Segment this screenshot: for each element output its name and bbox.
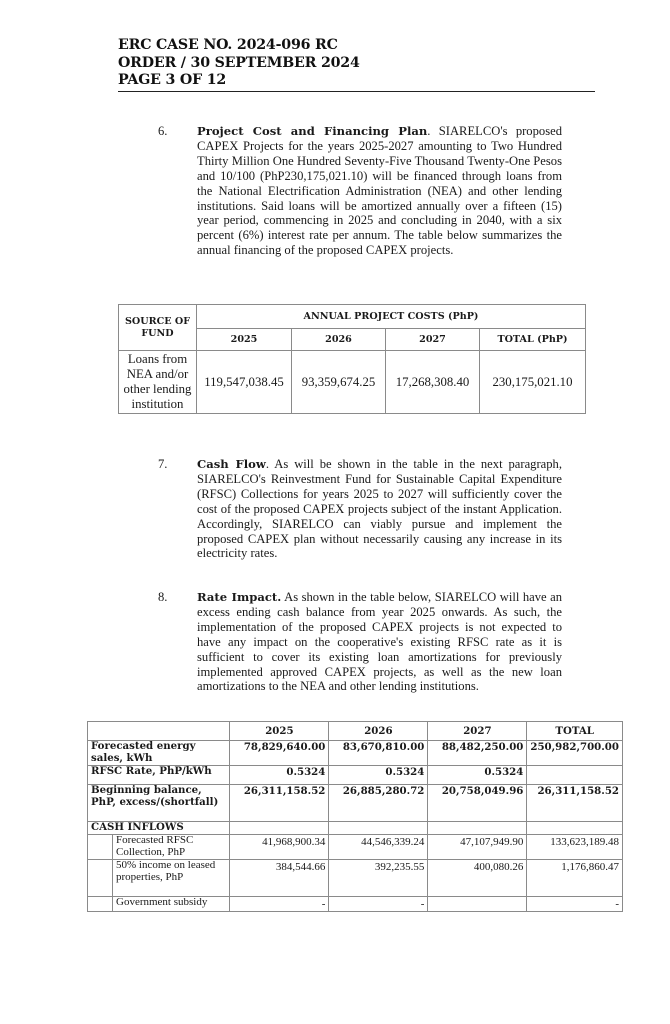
case-number: ERC CASE NO. 2024-096 RC: [118, 37, 338, 53]
value-cell: 93,359,674.25: [292, 351, 386, 414]
table-row: [88, 897, 623, 912]
value-cell: 17,268,308.40: [386, 351, 480, 414]
row-label: Beginning balance, PhP, excess/(shortfall): [88, 785, 230, 822]
indent-cell: [88, 835, 113, 860]
section-title: Rate Impact.: [197, 590, 282, 604]
value-cell: 400,080.26: [428, 860, 527, 897]
table-row: [119, 351, 586, 414]
column-header: TOTAL: [527, 722, 623, 741]
section-number: 7.: [158, 457, 168, 471]
document-header: [118, 37, 595, 92]
indent-cell: [88, 897, 113, 912]
section-text: As shown in the table below, SIARELCO will have an excess ending cash balance from year 2025 onwards. As such, the implementation of the proposed CAPEX projects is not expected to have any impact on the cooperative's existing RFSC rate as it is sufficient to cover its existing loan amortizations for previously implemented approved CAPEX projects, as well as the new loan amortizations to the NEA and other lending institutions.: [197, 590, 562, 694]
table-row: [88, 835, 623, 860]
value-cell: 78,829,640.00: [230, 741, 329, 766]
value-cell: -: [527, 897, 623, 912]
column-header: [88, 722, 230, 741]
section-text: SIARELCO's proposed CAPEX Projects for the years 2025-2027 amounting to Two Hundred Thirty Million One Hundred Seventy-Five Thousand Twenty-One Pesos and 10/100 (PhP230,175,021.10) will be financed through loans from the National Electrification Administration (NEA) and other lending institutions. Said loans will be amortized annually over a fifteen (15) year period, commencing in 2025 and concluding in 2040, with a six percent (6%) interest rate per annum. The table below summarizes the annual financing of the proposed CAPEX projects.: [197, 124, 562, 258]
value-cell: 119,547,038.45: [197, 351, 292, 414]
section-label-cash-inflows: CASH INFLOWS: [88, 822, 230, 835]
row-label: Government subsidy: [113, 897, 230, 912]
value-cell: 88,482,250.00: [428, 741, 527, 766]
section-6: 6. Project Cost and Financing Plan. SIARELCO's proposed CAPEX Projects for the years 2025-2027 amounting to Two Hundred Thirty Million One Hundred Seventy-Five Thousand Twenty-One Pesos and 10/100 (PhP230,175,021.10) will be financed through loans from the National Electrification Administration (NEA) and other lending institutions. Said loans will be amortized annually over a fifteen (15) year period, commencing in 2025 and concluding in 2040, with a six percent (6%) interest rate per annum. The table below summarizes the annual financing of the proposed CAPEX projects.: [158, 124, 562, 258]
value-cell: 44,546,339.24: [329, 835, 428, 860]
annual-project-costs-table: [118, 304, 586, 414]
row-label: Forecasted RFSC Collection, PhP: [113, 835, 230, 860]
value-cell: 0.5324: [230, 766, 329, 785]
column-header: 2026: [292, 329, 386, 351]
section-number: 6.: [158, 124, 168, 138]
value-cell: 47,107,949.90: [428, 835, 527, 860]
section-7: 7. Cash Flow. As will be shown in the table in the next paragraph, SIARELCO's Reinvestment Fund for Sustainable Capital Expenditure (RFSC) Collections for years 2025 to 2027 will sufficiently cover the cost of the proposed CAPEX projects subject of the instant Application. Accordingly, SIARELCO can viably pursue and implement the proposed CAPEX plan without necessarily causing any increase in its electricity rates.: [158, 457, 562, 561]
table-row: [88, 860, 623, 897]
value-cell: -: [230, 897, 329, 912]
table-row: [88, 822, 623, 835]
value-cell: 133,623,189.48: [527, 835, 623, 860]
source-of-fund-header: SOURCE OF FUND: [119, 305, 197, 351]
value-cell: [230, 822, 329, 835]
row-label: Forecasted energy sales, kWh: [88, 741, 230, 766]
source-cell: Loans from NEA and/or other lending institution: [119, 351, 197, 414]
value-cell: 83,670,810.00: [329, 741, 428, 766]
table-row: [88, 741, 623, 766]
value-cell: 250,982,700.00: [527, 741, 623, 766]
value-cell: 0.5324: [329, 766, 428, 785]
column-header: 2027: [428, 722, 527, 741]
value-cell: 26,311,158.52: [527, 785, 623, 822]
column-header: 2025: [230, 722, 329, 741]
section-title: Cash Flow: [197, 457, 266, 471]
column-header: 2025: [197, 329, 292, 351]
value-cell: 41,968,900.34: [230, 835, 329, 860]
indent-cell: [88, 860, 113, 897]
value-cell: 26,311,158.52: [230, 785, 329, 822]
column-header: 2027: [386, 329, 480, 351]
column-header: 2026: [329, 722, 428, 741]
row-label: 50% income on leased properties, PhP: [113, 860, 230, 897]
value-cell: 20,758,049.96: [428, 785, 527, 822]
value-cell: 26,885,280.72: [329, 785, 428, 822]
value-cell: [428, 822, 527, 835]
section-text: As will be shown in the table in the next paragraph, SIARELCO's Reinvestment Fund for Sustainable Capital Expenditure (RFSC) Collections for years 2025 to 2027 will sufficiently cover the cost of the proposed CAPEX projects subject of the instant Application. Accordingly, SIARELCO can viably pursue and implement the proposed CAPEX plan without necessarily causing any increase in its electricity rates.: [197, 457, 562, 561]
cash-flow-table: [87, 721, 623, 912]
value-cell: 1,176,860.47: [527, 860, 623, 897]
section-title: Project Cost and Financing Plan: [197, 124, 428, 138]
table-row: [88, 766, 623, 785]
section-8: [158, 590, 562, 694]
row-label: RFSC Rate, PhP/kWh: [88, 766, 230, 785]
order-date: ORDER / 30 SEPTEMBER 2024: [118, 54, 360, 71]
value-cell: [527, 822, 623, 835]
page-number: PAGE 3 OF 12: [118, 72, 227, 88]
value-cell: [329, 822, 428, 835]
value-cell: -: [329, 897, 428, 912]
value-cell: 230,175,021.10: [480, 351, 586, 414]
value-cell: 0.5324: [428, 766, 527, 785]
annual-costs-header: ANNUAL PROJECT COSTS (PhP): [197, 305, 586, 329]
value-cell: [527, 766, 623, 785]
value-cell: [428, 897, 527, 912]
value-cell: 392,235.55: [329, 860, 428, 897]
table-row: [88, 785, 623, 822]
column-header: TOTAL (PhP): [480, 329, 586, 351]
value-cell: 384,544.66: [230, 860, 329, 897]
section-number: 8.: [158, 590, 168, 604]
